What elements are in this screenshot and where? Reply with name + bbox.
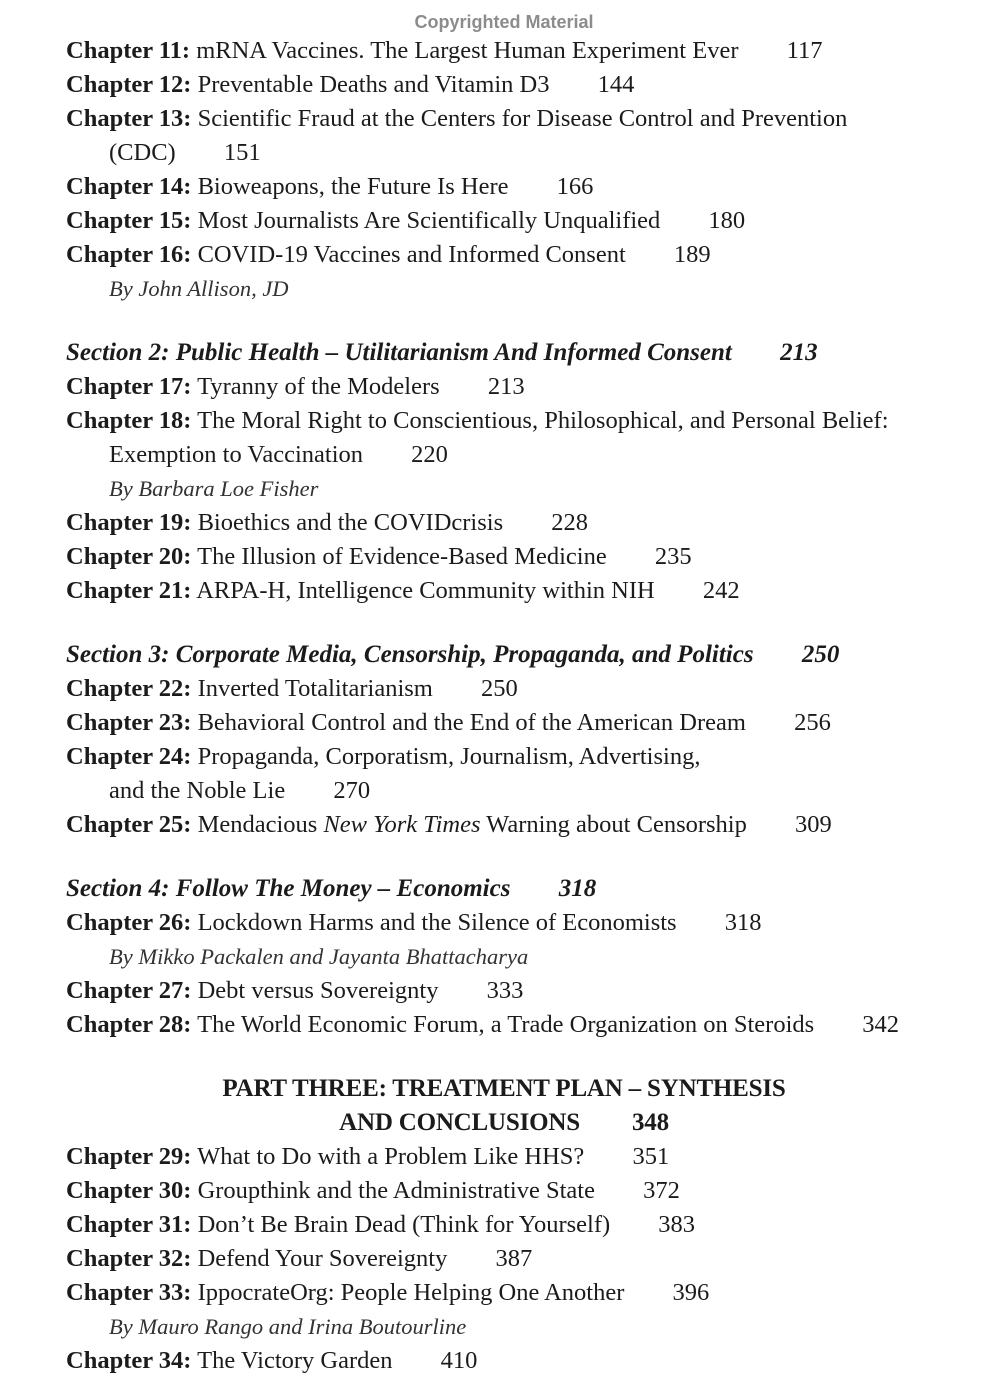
chapter-title: Debt versus Sovereignty [197,977,439,1004]
spacer [66,306,986,336]
page-number: 213 [487,373,525,400]
toc-entry-chapter-19 [66,506,986,540]
spacer [66,1042,986,1072]
chapter-title: What to Do with a Problem Like HHS? [197,1143,585,1170]
page-number: 117 [786,37,823,64]
section-title: Section 2: Public Health – Utilitarianism And Informed Consent [66,339,732,366]
page-number: 348 [631,1109,669,1136]
toc-entry-chapter-31 [66,1208,986,1242]
chapter-label: Chapter 26: [66,909,192,936]
chapter-title-continued: Exemption to Vaccination [109,441,364,468]
page-number: 213 [780,339,818,366]
author-byline: By John Allison, JD [109,276,289,301]
table-of-contents [66,34,986,1378]
chapter-label: Chapter 12: [66,71,192,98]
toc-entry-chapter-30 [66,1174,986,1208]
chapter-title: ARPA-H, Intelligence Community within NIH [196,577,655,604]
part-three-heading [66,1072,942,1106]
chapter-label: Chapter 11: [66,37,191,64]
toc-entry-chapter-21 [66,574,986,608]
chapter-title: Scientific Fraud at the Centers for Disease Control and Prevention [197,105,848,132]
chapter-label: Chapter 27: [66,977,192,1004]
toc-entry-chapter-34 [66,1344,986,1378]
toc-section-4 [66,872,986,906]
chapter-title: The Illusion of Evidence-Based Medicine [197,543,607,570]
page-number: 387 [495,1245,533,1272]
page-number: 309 [794,811,832,838]
toc-entry-chapter-13 [66,102,986,136]
chapter-label: Chapter 20: [66,543,192,570]
page-number: 250 [801,641,840,668]
page-number: 144 [597,71,635,98]
page-number: 180 [708,207,746,234]
chapter-title-continued: and the Noble Lie [109,777,286,804]
chapter-label: Chapter 13: [66,105,192,132]
toc-entry-chapter-33 [66,1276,986,1310]
chapter-label: Chapter 14: [66,173,192,200]
chapter-title-continued: (CDC) [109,139,176,166]
chapter-title: mRNA Vaccines. The Largest Human Experiment Ever [196,37,739,64]
chapter-title: Defend Your Sovereignty [197,1245,448,1272]
copyright-watermark: Copyrighted Material [414,12,594,32]
toc-entry-chapter-22 [66,672,986,706]
spacer [66,842,986,872]
section-title: Section 3: Corporate Media, Censorship, Propaganda, and Politics [66,641,754,668]
section-title: Section 4: Follow The Money – Economics [66,875,511,902]
chapter-title: The Moral Right to Conscientious, Philosophical, and Personal Belief: [197,407,889,434]
chapter-title: IppocrateOrg: People Helping One Another [197,1279,625,1306]
part-title-line-2: AND CONCLUSIONS [339,1109,580,1136]
toc-entry-chapter-20 [66,540,986,574]
toc-entry-chapter-28 [66,1008,986,1042]
chapter-label: Chapter 23: [66,709,192,736]
chapter-label: Chapter 30: [66,1177,192,1204]
chapter-label: Chapter 18: [66,407,192,434]
toc-entry-chapter-17 [66,370,986,404]
chapter-title-part: Warning about Censorship [480,811,747,838]
toc-entry-chapter-18-continued [66,438,986,472]
toc-entry-chapter-27 [66,974,986,1008]
toc-entry-chapter-14 [66,170,986,204]
toc-entry-chapter-15 [66,204,986,238]
author-byline: By Mikko Packalen and Jayanta Bhattacharya [109,944,529,969]
part-title-line-1: PART THREE: TREATMENT PLAN – SYNTHESIS [222,1075,786,1102]
chapter-title: Inverted Totalitarianism [197,675,433,702]
page-number: 189 [673,241,711,268]
page-number: 250 [480,675,518,702]
chapter-label: Chapter 22: [66,675,192,702]
spacer [66,608,986,638]
toc-entry-chapter-11 [66,34,986,68]
page-number: 383 [658,1211,696,1238]
chapter-label: Chapter 34: [66,1347,192,1374]
chapter-label: Chapter 32: [66,1245,192,1272]
chapter-label: Chapter 19: [66,509,192,536]
chapter-title: Lockdown Harms and the Silence of Economists [197,909,677,936]
page-number: 372 [643,1177,680,1204]
toc-section-3 [66,638,986,672]
chapter-title: The World Economic Forum, a Trade Organization on Steroids [197,1011,815,1038]
page-number: 270 [333,777,371,804]
toc-entry-chapter-13-continued [66,136,986,170]
page-number: 333 [486,977,524,1004]
page-number: 342 [862,1011,900,1038]
toc-entry-chapter-32 [66,1242,986,1276]
chapter-label: Chapter 33: [66,1279,192,1306]
chapter-title: Groupthink and the Administrative State [197,1177,595,1204]
page-number: 228 [551,509,588,536]
chapter-title: COVID-19 Vaccines and Informed Consent [197,241,626,268]
chapter-title: Behavioral Control and the End of the American Dream [197,709,746,736]
chapter-title: Propaganda, Corporatism, Journalism, Advertising, [197,743,701,770]
page-number: 242 [702,577,740,604]
chapter-label: Chapter 15: [66,207,192,234]
chapter-title: Most Journalists Are Scientifically Unqualified [197,207,661,234]
toc-entry-chapter-23 [66,706,986,740]
chapter-label: Chapter 25: [66,811,192,838]
author-byline: By Barbara Loe Fisher [109,476,319,501]
page-number: 318 [558,875,597,902]
toc-entry-chapter-26 [66,906,986,940]
toc-section-2 [66,336,986,370]
chapter-label: Chapter 16: [66,241,192,268]
publication-title: New York Times [323,811,481,838]
toc-entry-chapter-12 [66,68,986,102]
toc-entry-chapter-29 [66,1140,986,1174]
toc-entry-chapter-16 [66,238,986,272]
chapter-title-part: Mendacious [197,811,324,838]
page-number: 256 [794,709,831,736]
page-number: 166 [556,173,594,200]
chapter-title: The Victory Garden [197,1347,393,1374]
toc-entry-chapter-24-continued [66,774,986,808]
author-byline: By Mauro Rango and Irina Boutourline [109,1314,467,1339]
page-number: 318 [724,909,762,936]
chapter-label: Chapter 31: [66,1211,192,1238]
page-number: 235 [654,543,692,570]
chapter-title: Preventable Deaths and Vitamin D3 [197,71,550,98]
page-number: 396 [672,1279,710,1306]
page-number: 220 [411,441,448,468]
chapter-title: Tyranny of the Modelers [197,373,440,400]
page-number: 351 [632,1143,670,1170]
chapter-title: Bioethics and the COVIDcrisis [197,509,504,536]
page-number: 151 [223,139,261,166]
chapter-label: Chapter 29: [66,1143,192,1170]
page-number: 410 [440,1347,478,1374]
chapter-label: Chapter 21: [66,577,192,604]
chapter-label: Chapter 28: [66,1011,192,1038]
toc-entry-chapter-18 [66,404,986,438]
chapter-title: Bioweapons, the Future Is Here [197,173,509,200]
chapter-label: Chapter 24: [66,743,192,770]
toc-entry-chapter-25 [66,808,986,842]
toc-entry-chapter-24 [66,740,986,774]
chapter-title: Don’t Be Brain Dead (Think for Yourself) [197,1211,611,1238]
part-three-heading-continued [66,1106,942,1140]
chapter-label: Chapter 17: [66,373,192,400]
